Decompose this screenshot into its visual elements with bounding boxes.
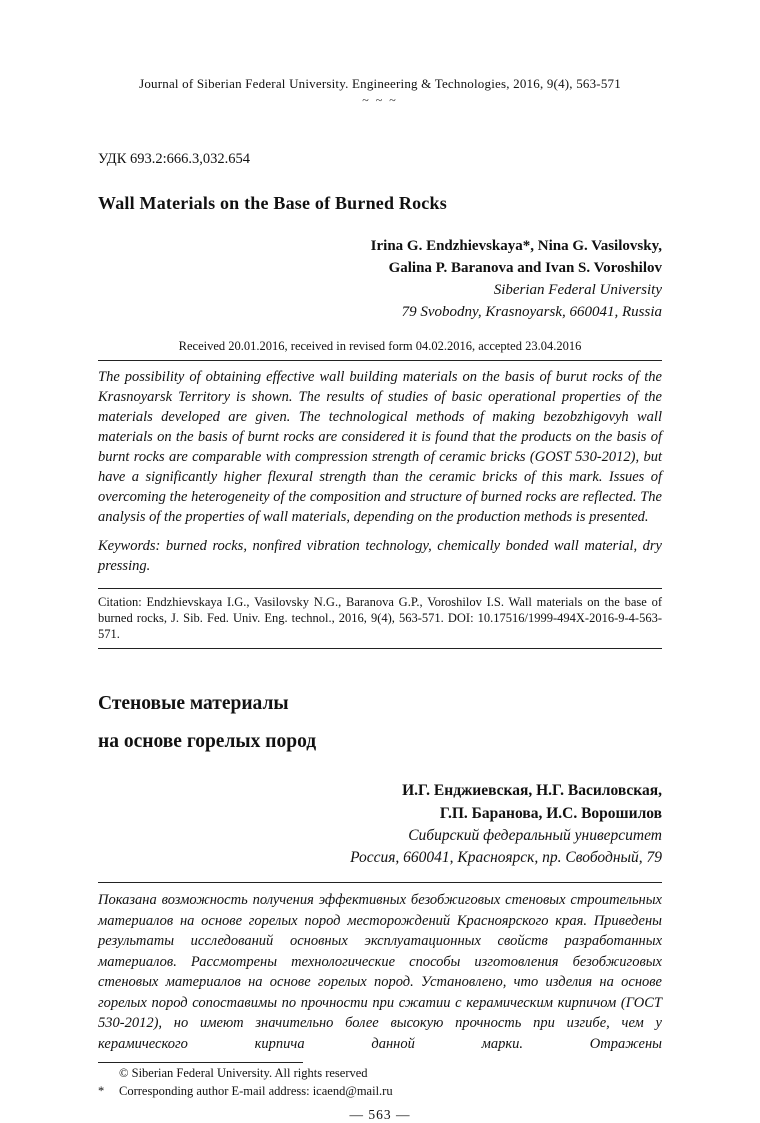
affiliation-en-line-2: 79 Svobodny, Krasnoyarsk, 660041, Russia — [401, 304, 662, 320]
keywords-en: Keywords: burned rocks, nonfired vibration technology, chemically bonded wall material, dry pressing. — [98, 538, 662, 574]
asterisk-marker: * — [98, 1083, 105, 1098]
journal-page — [98, 0, 662, 1123]
affiliation-en-line-1: Siberian Federal University — [493, 282, 662, 298]
tilde-separator: ~ ~ ~ — [362, 93, 398, 107]
copyright-note: © Siberian Federal University. All rights reserved — [119, 1066, 368, 1080]
abstract-en: The possibility of obtaining effective wall building materials on the basis of burut rocks of the Krasnoyarsk Territory is shown. The results of studies of basic operational properties of the materials developed are given. The technological methods of making bezobzhigovyh wall materials on the basis of burnt rocks are considered it is found that the products on the basis of burnt rocks are comparable with compression strength of ceramic bricks (GOST 530-2012), but have a significantly higher flexural strength than the ceramic bricks of this mark. Issues of overcoming the heterogeneity of the composition and structure of burned rocks are reflected. The analysis of the properties of wall materials, depending on the production methods is presented. — [98, 369, 662, 525]
authors-en-line-1: Irina G. Endzhievskaya*, Nina G. Vasilovsky, — [370, 238, 662, 254]
abstract-ru: Показана возможность получения эффективных безобжиговых стеновых строительных материалов на основе горелых пород месторождений Красноярского края. Приведены результаты исследований основных эксплуатационных свойств разработанных материалов. Рассмотрены технологические способы изготовления безобжиговых стеновых материалов на основе горелых пород. Установлено, что изделия на основе горелых пород сопоставимы по прочности при сжатии с керамическим кирпичом (ГОСТ 530-2012), но имеют значительно более высокую прочность при изгибе, чем у керамического кирпича данной марки. Отражены — [98, 892, 662, 1052]
journal-header: Journal of Siberian Federal University. Engineering & Technologies, 2016, 9(4), 563-571 — [139, 76, 621, 91]
article-title-ru — [98, 685, 662, 761]
footnote-rule — [98, 1062, 303, 1063]
authors-ru-line-2: Г.П. Баранова, И.С. Ворошилов — [439, 805, 662, 822]
affiliation-ru-line-1: Сибирский федеральный университет — [408, 827, 662, 844]
rule-above-abstract-ru — [98, 882, 662, 883]
article-title-en: Wall Materials on the Base of Burned Rocks — [98, 193, 447, 213]
authors-en — [98, 235, 662, 279]
rule-above-citation — [98, 588, 662, 589]
corresponding-author-text: Corresponding author E-mail address: icaend@mail.ru — [119, 1083, 393, 1098]
page-number: — 563 — — [349, 1107, 411, 1122]
authors-ru-line-1: И.Г. Енджиевская, Н.Г. Василовская, — [402, 782, 662, 799]
authors-ru — [98, 779, 662, 825]
corresponding-author-note — [98, 1083, 662, 1101]
rule-above-abstract-en — [98, 360, 662, 361]
affiliation-ru — [98, 825, 662, 869]
citation: Citation: Endzhievskaya I.G., Vasilovsky N.G., Baranova G.P., Voroshilov I.S. Wall materials on the base of burned rocks, J. Sib. Fed. Univ. Eng. technol., 2016, 9(4), 563-571. DOI: 10.17516/1999-494X-2016-9-4-563-571. — [98, 595, 662, 641]
affiliation-ru-line-2: Россия, 660041, Красноярск, пр. Свободный, 79 — [350, 849, 662, 866]
article-title-ru-line-2: на основе горелых пород — [98, 731, 317, 752]
rule-below-citation — [98, 648, 662, 649]
authors-en-line-2: Galina P. Baranova and Ivan S. Voroshilov — [388, 260, 662, 276]
received-dates: Received 20.01.2016, received in revised form 04.02.2016, accepted 23.04.2016 — [178, 339, 582, 353]
affiliation-en — [98, 279, 662, 323]
udc-code: УДК 693.2:666.3,032.654 — [98, 151, 251, 167]
article-title-ru-line-1: Стеновые материалы — [98, 693, 289, 714]
